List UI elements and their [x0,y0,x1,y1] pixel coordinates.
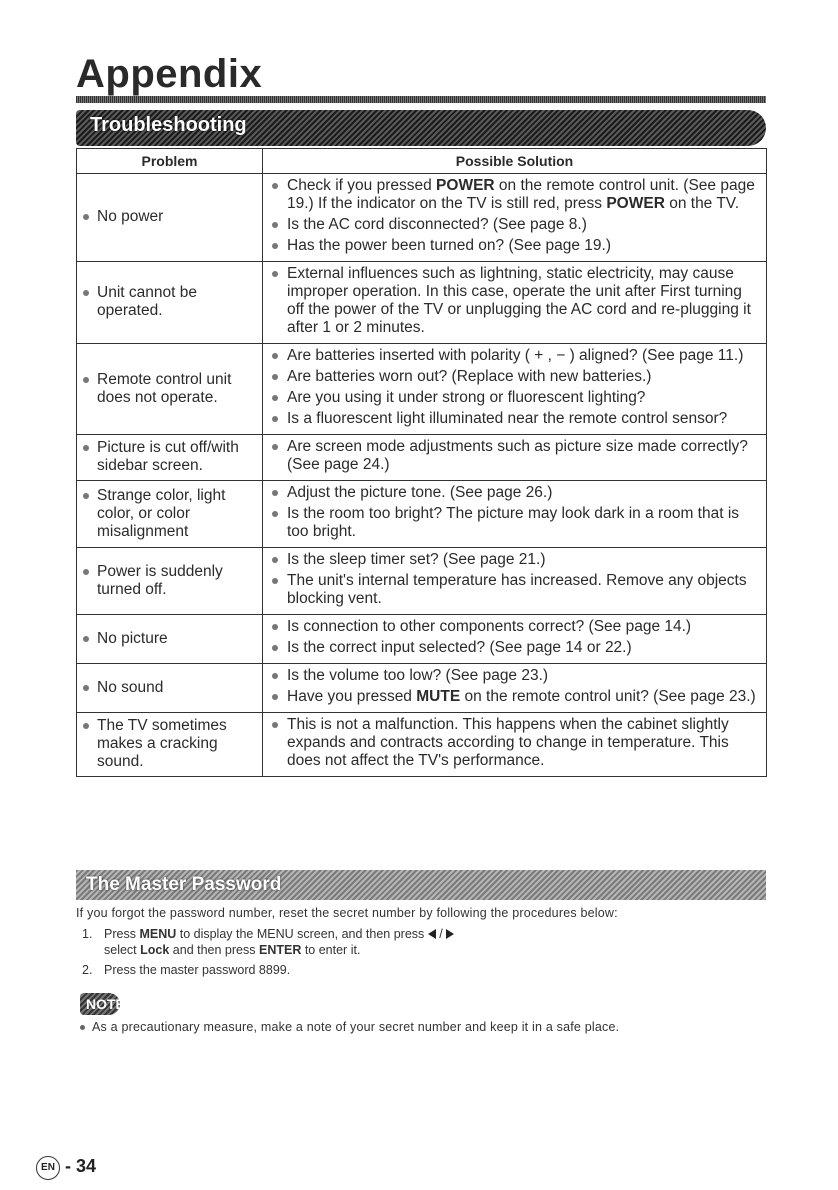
lock-key: Lock [140,943,170,957]
problem-cell [77,262,263,344]
problem-text: Power is suddenly turned off. [83,563,256,599]
troubleshooting-table [76,148,767,777]
page-footer [36,1156,96,1180]
solution-item: Is the volume too low? (See page 23.) [269,667,760,685]
table-row [77,664,767,713]
solution-item: Is the AC cord disconnected? (See page 8.) [269,216,760,234]
problem-cell [77,713,263,777]
solution-item: Is the sleep timer set? (See page 21.) [269,551,760,569]
solution-list [269,667,760,706]
problem-cell [77,174,263,262]
master-password-steps [82,926,764,982]
table-row [77,548,767,615]
table-row [77,262,767,344]
left-arrow-icon [428,929,436,939]
solution-cell [263,435,767,481]
problem-text: No sound [83,679,256,697]
master-password-intro: If you forgot the password number, reset the secret number by following the procedures below: [76,906,618,920]
solution-list [269,618,760,657]
menu-key: MENU [139,927,177,941]
solution-list [269,551,760,608]
step-item: 1. Press MENU to display the MENU screen, and then press / select Lock and then press ENTER to enter it. [82,926,764,958]
enter-key: ENTER [258,943,302,957]
solution-item: The unit's internal temperature has increased. Remove any objects blocking vent. [269,572,760,608]
title-rule [76,96,766,103]
key-name: MUTE [416,688,461,705]
master-password-heading: The Master Password [86,874,282,895]
table-row [77,481,767,548]
problem-text: The TV sometimes makes a cracking sound. [83,717,256,771]
solution-item: Has the power been turned on? (See page 19.) [269,237,760,255]
step-number: 2. [82,963,93,977]
step-item: 2. Press the master password 8899. [82,963,291,977]
solution-item: Is the room too bright? The picture may look dark in a room that is too bright. [269,505,760,541]
note-label: NOTE [86,996,125,1012]
table-row [77,435,767,481]
problem-cell [77,344,263,435]
table-row [77,344,767,435]
key-name: POWER [606,195,665,212]
table-row [77,174,767,262]
problem-cell [77,615,263,664]
solution-item: Are batteries inserted with polarity ( + , − ) aligned? (See page 11.) [269,347,760,365]
solution-item: Is a fluorescent light illuminated near the remote control sensor? [269,410,760,428]
troubleshooting-banner [76,110,766,146]
note-badge [80,993,125,1015]
solution-list [269,716,760,770]
solution-item: Are you using it under strong or fluorescent lighting? [269,389,760,407]
page-title: Appendix [76,52,263,96]
table-header-row [77,149,767,174]
solution-item: This is not a malfunction. This happens when the cabinet slightly expands and contracts according to change in temperature. This does not affect the TV's performance. [269,716,760,770]
solution-cell [263,262,767,344]
problem-text: Unit cannot be operated. [83,284,256,320]
solution-item: External influences such as lightning, static electricity, may cause improper operation. In this case, operate the unit after First turning off the power of the TV or unplugging the AC cord and re-plugging it after 1 or 2 minutes. [269,265,760,337]
solution-cell [263,344,767,435]
problem-text: Picture is cut off/with sidebar screen. [83,439,256,475]
problem-text: No picture [83,630,256,648]
problem-cell [77,548,263,615]
problem-cell [77,435,263,481]
problem-text: Strange color, light color, or color misalignment [83,487,256,541]
step-number: 1. [82,927,93,941]
solution-item: Adjust the picture tone. (See page 26.) [269,484,760,502]
solution-list [269,177,760,255]
solution-cell [263,664,767,713]
solution-item: Is connection to other components correct? (See page 14.) [269,618,760,636]
solution-column-header: Possible Solution [263,149,767,174]
solution-list [269,347,760,428]
solution-cell [263,174,767,262]
solution-cell [263,548,767,615]
solution-cell [263,615,767,664]
key-name: POWER [436,177,495,194]
solution-cell [263,481,767,548]
solution-list [269,484,760,541]
page-number: - 34 [65,1156,97,1176]
solution-item: Have you pressed MUTE on the remote control unit? (See page 23.) [269,688,760,706]
table-row [77,615,767,664]
solution-item: Check if you pressed POWER on the remote control unit. (See page 19.) If the indicator on the TV is still red, press POWER on the TV. [269,177,760,213]
problem-text: Remote control unit does not operate. [83,371,256,407]
solution-item: Are batteries worn out? (Replace with new batteries.) [269,368,760,386]
right-arrow-icon [446,929,454,939]
master-password-banner [76,870,766,900]
table-body [77,174,767,777]
solution-item: Are screen mode adjustments such as picture size made correctly? (See page 24.) [269,438,760,474]
problem-cell [77,664,263,713]
solution-list [269,265,760,337]
note-text: As a precautionary measure, make a note of your secret number and keep it in a safe place. [80,1020,619,1034]
solution-item: Is the correct input selected? (See page 14 or 22.) [269,639,760,657]
table-row [77,713,767,777]
problem-text: No power [83,208,256,226]
language-icon: EN [36,1156,60,1180]
problem-cell [77,481,263,548]
troubleshooting-heading: Troubleshooting [90,114,247,136]
solution-cell [263,713,767,777]
problem-column-header: Problem [77,149,263,174]
solution-list [269,438,760,474]
